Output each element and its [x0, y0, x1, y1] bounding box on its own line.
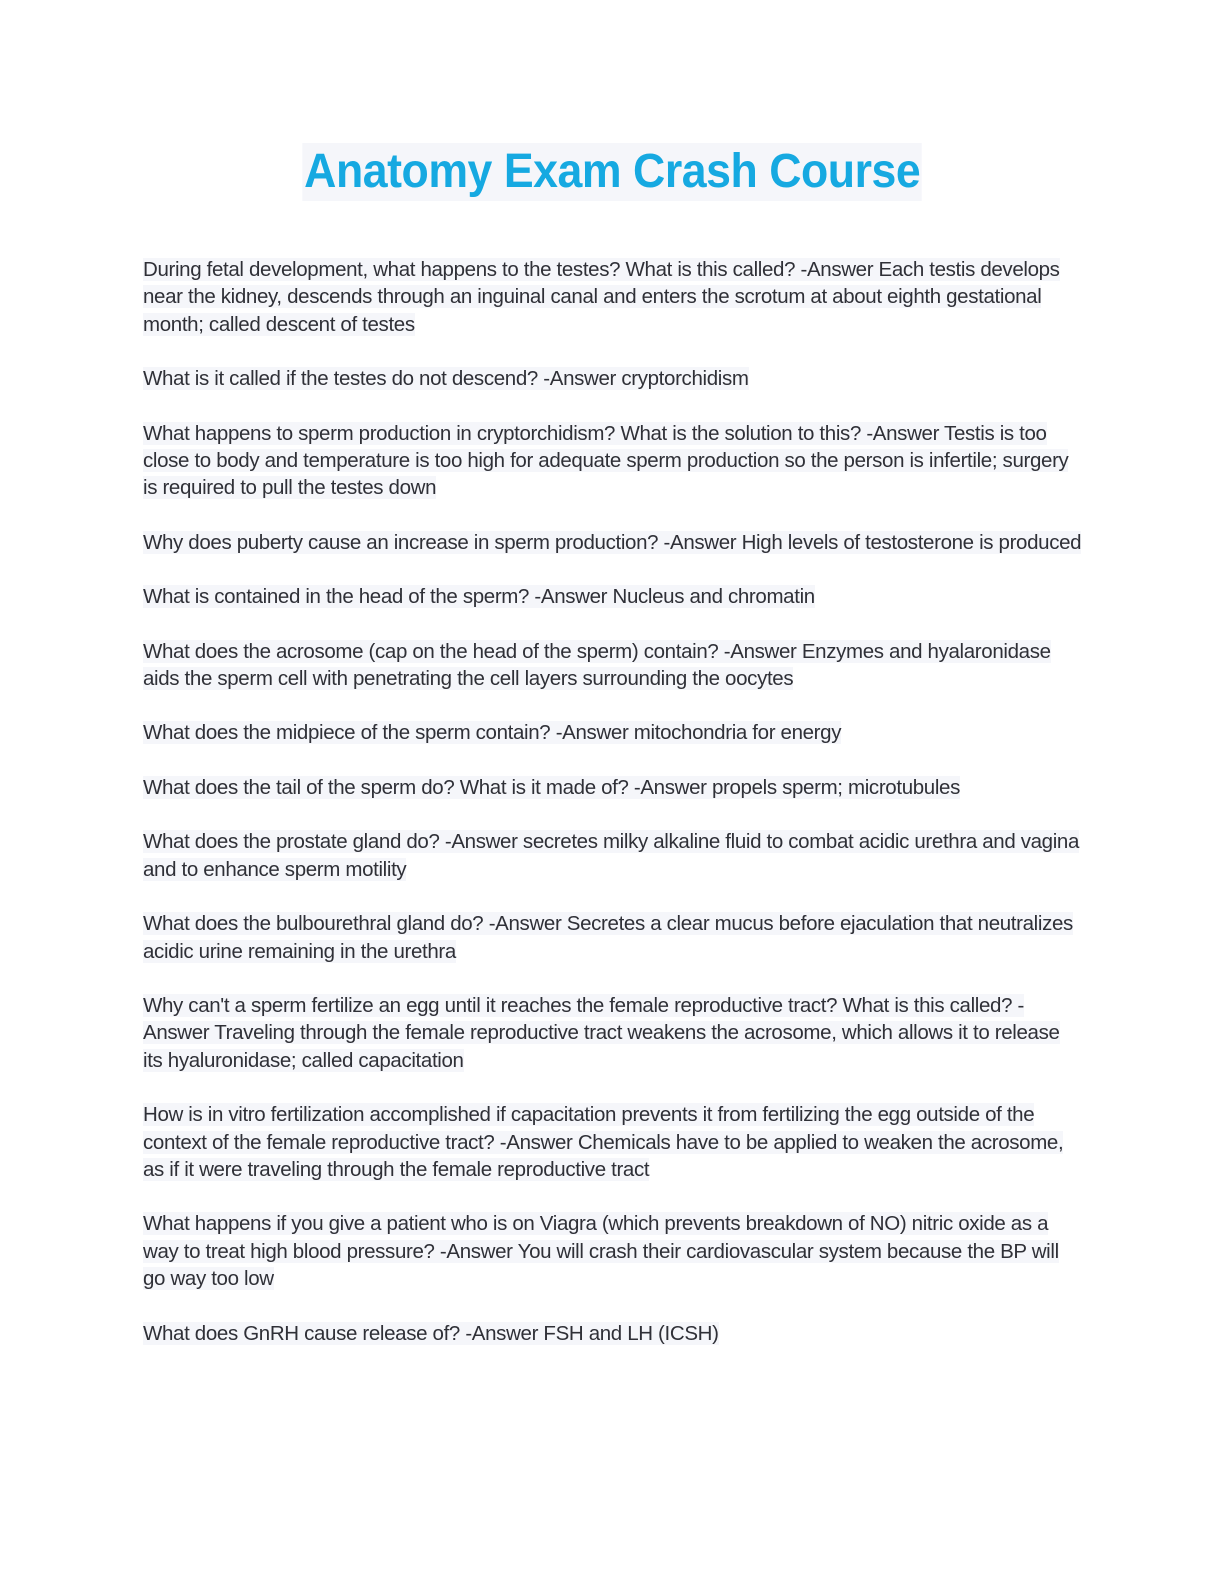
qa-text: What happens if you give a patient who is on Viagra (which prevents breakdown of NO) nitric oxide as a way to treat high blood pressure? -Answer You will crash their cardiovascular system because the BP will go way too low [143, 1212, 1059, 1291]
qa-item [143, 583, 1083, 610]
qa-list [143, 256, 1083, 1374]
qa-text: What is it called if the testes do not descend? -Answer cryptorchidism [143, 367, 749, 391]
qa-text: What does the bulbourethral gland do? -Answer Secretes a clear mucus before ejaculation that neutralizes acidic urine remaining in the urethra [143, 912, 1073, 963]
qa-text: What is contained in the head of the sperm? -Answer Nucleus and chromatin [143, 585, 815, 609]
qa-text: What does the midpiece of the sperm contain? -Answer mitochondria for energy [143, 721, 842, 745]
qa-text: What does the acrosome (cap on the head of the sperm) contain? -Answer Enzymes and hyalaronidase aids the sperm cell with penetrating the cell layers surrounding the oocytes [143, 639, 1051, 691]
qa-item [143, 1210, 1083, 1292]
qa-item [143, 638, 1083, 693]
qa-item [143, 1101, 1083, 1183]
qa-text: Why does puberty cause an increase in sperm production? -Answer High levels of testosterone is produced [143, 530, 1082, 554]
qa-item [143, 365, 1083, 392]
qa-text: What does the prostate gland do? -Answer secretes milky alkaline fluid to combat acidic urethra and vagina and to enhance sperm motility [143, 830, 1080, 881]
qa-item [143, 256, 1083, 338]
qa-text: How is in vitro fertilization accomplished if capacitation prevents it from fertilizing the egg outside of the context of the female reproductive tract? -Answer Chemicals have to be applied to weaken the acrosome, as if it were traveling through the female reproductive tract [143, 1103, 1064, 1181]
qa-item [143, 774, 1083, 801]
title-container [0, 143, 1224, 201]
qa-text: During fetal development, what happens to the testes? What is this called? -Answer Each testis develops near the kidney, descends through an inguinal canal and enters the scrotum at about eighth gestational month; called descent of testes [143, 258, 1060, 336]
qa-text: Why can't a sperm fertilize an egg until it reaches the female reproductive tract? What is this called? -Answer Traveling through the female reproductive tract weakens the acrosome, which allows it to release its hyaluronidase; called capacitation [143, 993, 1060, 1072]
qa-item [143, 719, 1083, 746]
qa-text: What does the tail of the sperm do? What is it made of? -Answer propels sperm; microtubules [143, 775, 960, 799]
qa-text: What happens to sperm production in cryptorchidism? What is the solution to this? -Answer Testis is too close to body and temperature is too high for adequate sperm production so the person is infertile; surgery is required to pull the testes down [143, 421, 1069, 500]
qa-item [143, 828, 1083, 883]
page-title: Anatomy Exam Crash Course [302, 143, 922, 201]
qa-item [143, 1320, 1083, 1347]
qa-item [143, 420, 1083, 502]
qa-item [143, 529, 1083, 556]
qa-text: What does GnRH cause release of? -Answer FSH and LH (ICSH) [143, 1321, 719, 1345]
qa-item [143, 992, 1083, 1074]
qa-item [143, 910, 1083, 965]
